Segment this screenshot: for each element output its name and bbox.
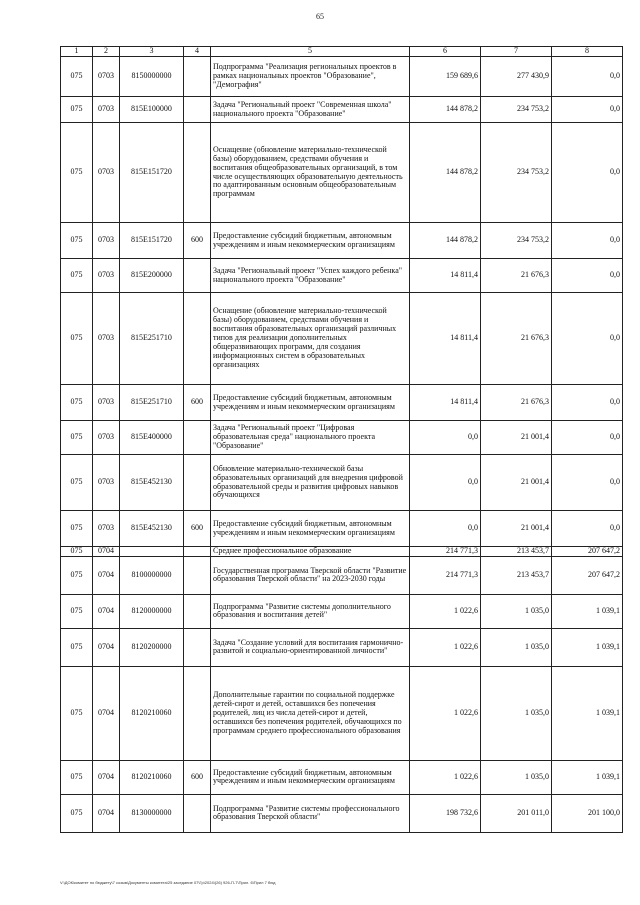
- cell-amount-col8: 0,0: [552, 259, 623, 293]
- cell-amount-col6: 1 022,6: [410, 594, 481, 628]
- cell-section-code: 0704: [93, 594, 120, 628]
- cell-admin-code: 075: [61, 455, 93, 511]
- cell-amount-col7: 21 001,4: [481, 421, 552, 455]
- cell-amount-col7: 1 035,0: [481, 666, 552, 760]
- cell-admin-code: 075: [61, 511, 93, 547]
- cell-target-article: 8120000000: [120, 594, 184, 628]
- cell-description: Задача "Региональный проект "Успех каждого ребенка" национального проекта "Образование": [211, 259, 410, 293]
- column-header-6: 6: [410, 47, 481, 57]
- cell-section-code: 0703: [93, 385, 120, 421]
- cell-amount-col6: 159 689,6: [410, 57, 481, 97]
- cell-target-article: 815E151720: [120, 123, 184, 223]
- cell-amount-col8: 1 039,1: [552, 666, 623, 760]
- cell-amount-col8: 0,0: [552, 123, 623, 223]
- cell-amount-col8: 201 100,0: [552, 794, 623, 832]
- cell-description: Предоставление субсидий бюджетным, автономным учреждениям и иным некоммерческим организациям: [211, 385, 410, 421]
- cell-target-article: 8120210060: [120, 666, 184, 760]
- cell-target-article: 815E452130: [120, 511, 184, 547]
- cell-expense-type: [184, 547, 211, 557]
- cell-amount-col6: 144 878,2: [410, 97, 481, 123]
- cell-amount-col8: 0,0: [552, 57, 623, 97]
- cell-amount-col6: 0,0: [410, 455, 481, 511]
- cell-amount-col7: 201 011,0: [481, 794, 552, 832]
- cell-admin-code: 075: [61, 421, 93, 455]
- cell-amount-col7: 1 035,0: [481, 594, 552, 628]
- cell-amount-col6: 198 732,6: [410, 794, 481, 832]
- cell-description: Задача "Региональный проект "Современная школа" национального проекта "Образование": [211, 97, 410, 123]
- cell-expense-type: [184, 123, 211, 223]
- table-row: [61, 385, 623, 421]
- cell-amount-col8: 0,0: [552, 293, 623, 385]
- cell-target-article: 8100000000: [120, 556, 184, 594]
- cell-target-article: 815E151720: [120, 223, 184, 259]
- cell-description: Обновление материально-технической базы образовательных организаций для внедрения цифровой образовательной среды и развития цифровых навыков обучающихся: [211, 455, 410, 511]
- cell-expense-type: [184, 293, 211, 385]
- cell-section-code: 0704: [93, 760, 120, 794]
- table-row: [61, 293, 623, 385]
- cell-admin-code: 075: [61, 57, 93, 97]
- cell-description: Предоставление субсидий бюджетным, автономным учреждениям и иным некоммерческим организациям: [211, 511, 410, 547]
- table-row: [61, 760, 623, 794]
- cell-amount-col7: 21 676,3: [481, 385, 552, 421]
- page-number: 65: [316, 12, 324, 21]
- cell-amount-col8: 1 039,1: [552, 628, 623, 666]
- table-row: [61, 123, 623, 223]
- cell-amount-col8: 0,0: [552, 223, 623, 259]
- cell-section-code: 0704: [93, 666, 120, 760]
- table-row: [61, 666, 623, 760]
- column-header-5: 5: [211, 47, 410, 57]
- cell-description: Дополнительные гарантии по социальной поддержке детей-сирот и детей, оставшихся без попечения родителей, лиц из числа детей-сирот и детей, оставшихся без попечения родителей, обучающихся по программам среднего профессионального образования: [211, 666, 410, 760]
- cell-amount-col7: 1 035,0: [481, 760, 552, 794]
- cell-expense-type: [184, 57, 211, 97]
- cell-target-article: [120, 547, 184, 557]
- cell-amount-col6: 214 771,3: [410, 556, 481, 594]
- cell-target-article: 8120210060: [120, 760, 184, 794]
- cell-amount-col6: 14 811,4: [410, 259, 481, 293]
- cell-section-code: 0704: [93, 547, 120, 557]
- cell-admin-code: 075: [61, 293, 93, 385]
- cell-amount-col7: 21 676,3: [481, 259, 552, 293]
- cell-description: Оснащение (обновление материально-технической базы) оборудованием, средствами обучения и воспитания общеобразовательных организаций, в том числе осуществляющих образовательную деятельность по адаптированным основным общеобразовательным программам: [211, 123, 410, 223]
- cell-expense-type: [184, 666, 211, 760]
- cell-section-code: 0704: [93, 556, 120, 594]
- table-row: [61, 547, 623, 557]
- cell-amount-col8: 0,0: [552, 455, 623, 511]
- cell-amount-col8: 207 647,2: [552, 547, 623, 557]
- cell-section-code: 0703: [93, 455, 120, 511]
- cell-description: Предоставление субсидий бюджетным, автономным учреждениям и иным некоммерческим организациям: [211, 223, 410, 259]
- cell-amount-col7: 213 453,7: [481, 547, 552, 557]
- cell-amount-col7: 21 001,4: [481, 455, 552, 511]
- cell-description: Подпрограмма "Развитие системы профессионального образования Тверской области": [211, 794, 410, 832]
- column-header-2: 2: [93, 47, 120, 57]
- cell-admin-code: 075: [61, 594, 93, 628]
- cell-expense-type: 600: [184, 385, 211, 421]
- cell-amount-col7: 234 753,2: [481, 97, 552, 123]
- cell-target-article: 815E400000: [120, 421, 184, 455]
- cell-amount-col8: 1 039,1: [552, 594, 623, 628]
- cell-amount-col6: 144 878,2: [410, 223, 481, 259]
- cell-amount-col6: 0,0: [410, 511, 481, 547]
- cell-section-code: 0704: [93, 794, 120, 832]
- cell-description: Подпрограмма "Развитие системы дополнительного образования и воспитания детей": [211, 594, 410, 628]
- table-row: [61, 556, 623, 594]
- cell-admin-code: 075: [61, 385, 93, 421]
- cell-amount-col7: 213 453,7: [481, 556, 552, 594]
- table-row: [61, 57, 623, 97]
- cell-description: Задача "Создание условий для воспитания гармонично-развитой и социально-ориентированной личности": [211, 628, 410, 666]
- table-row: [61, 455, 623, 511]
- cell-admin-code: 075: [61, 547, 93, 557]
- cell-amount-col6: 1 022,6: [410, 628, 481, 666]
- cell-amount-col6: 1 022,6: [410, 666, 481, 760]
- cell-admin-code: 075: [61, 556, 93, 594]
- cell-expense-type: [184, 97, 211, 123]
- cell-amount-col8: 0,0: [552, 385, 623, 421]
- cell-amount-col8: 0,0: [552, 421, 623, 455]
- cell-expense-type: [184, 259, 211, 293]
- table-row: [61, 259, 623, 293]
- cell-amount-col8: 207 647,2: [552, 556, 623, 594]
- cell-expense-type: 600: [184, 760, 211, 794]
- cell-amount-col7: 234 753,2: [481, 223, 552, 259]
- cell-description: Предоставление субсидий бюджетным, автономным учреждениям и иным некоммерческим организациям: [211, 760, 410, 794]
- column-header-8: 8: [552, 47, 623, 57]
- cell-description: Задача "Региональный проект "Цифровая образовательная среда" национального проекта "Образование": [211, 421, 410, 455]
- cell-target-article: 815E100000: [120, 97, 184, 123]
- cell-section-code: 0703: [93, 259, 120, 293]
- cell-section-code: 0703: [93, 421, 120, 455]
- cell-admin-code: 075: [61, 794, 93, 832]
- cell-amount-col6: 14 811,4: [410, 293, 481, 385]
- table-row: [61, 594, 623, 628]
- table-row: [61, 421, 623, 455]
- cell-target-article: 815E251710: [120, 293, 184, 385]
- cell-description: Подпрограмма "Реализация региональных проектов в рамках национальных проектов "Образование", "Демография": [211, 57, 410, 97]
- column-header-4: 4: [184, 47, 211, 57]
- cell-admin-code: 075: [61, 628, 93, 666]
- file-path-footer: V:\ДОК\комитет по бюджету\7 созыв\Документы комитета\25 заседание 07\Гр\2024\(26) 926-П-7\Прил. 6\Прил 7 бюд: [60, 880, 276, 885]
- cell-amount-col6: 214 771,3: [410, 547, 481, 557]
- table-row: [61, 97, 623, 123]
- cell-amount-col7: 234 753,2: [481, 123, 552, 223]
- cell-amount-col8: 0,0: [552, 511, 623, 547]
- cell-description: Среднее профессиональное образование: [211, 547, 410, 557]
- cell-target-article: 8150000000: [120, 57, 184, 97]
- cell-target-article: 815E251710: [120, 385, 184, 421]
- column-header-1: 1: [61, 47, 93, 57]
- cell-amount-col7: 21 001,4: [481, 511, 552, 547]
- table-row: [61, 628, 623, 666]
- cell-section-code: 0703: [93, 223, 120, 259]
- cell-amount-col6: 144 878,2: [410, 123, 481, 223]
- cell-amount-col8: 1 039,1: [552, 760, 623, 794]
- cell-amount-col7: 21 676,3: [481, 293, 552, 385]
- cell-expense-type: [184, 794, 211, 832]
- header-row: [61, 47, 623, 57]
- cell-section-code: 0703: [93, 97, 120, 123]
- cell-amount-col6: 1 022,6: [410, 760, 481, 794]
- cell-description: Оснащение (обновление материально-технической базы) оборудованием, средствами обучения и воспитания образовательных организаций различных типов для реализации дополнительных общеразвивающих программ, для создания информационных систем в образовательных организациях: [211, 293, 410, 385]
- cell-section-code: 0703: [93, 511, 120, 547]
- cell-amount-col6: 14 811,4: [410, 385, 481, 421]
- table-row: [61, 794, 623, 832]
- cell-admin-code: 075: [61, 760, 93, 794]
- table-row: [61, 223, 623, 259]
- table-row: [61, 511, 623, 547]
- cell-expense-type: [184, 556, 211, 594]
- cell-amount-col7: 277 430,9: [481, 57, 552, 97]
- cell-expense-type: [184, 421, 211, 455]
- cell-target-article: 815E200000: [120, 259, 184, 293]
- cell-admin-code: 075: [61, 259, 93, 293]
- cell-admin-code: 075: [61, 97, 93, 123]
- budget-table: [60, 46, 623, 833]
- cell-admin-code: 075: [61, 123, 93, 223]
- cell-amount-col6: 0,0: [410, 421, 481, 455]
- cell-target-article: 815E452130: [120, 455, 184, 511]
- cell-target-article: 8130000000: [120, 794, 184, 832]
- column-header-7: 7: [481, 47, 552, 57]
- cell-amount-col8: 0,0: [552, 97, 623, 123]
- cell-description: Государственная программа Тверской области "Развитие образования Тверской области" на 2023-2030 годы: [211, 556, 410, 594]
- cell-admin-code: 075: [61, 223, 93, 259]
- cell-section-code: 0704: [93, 628, 120, 666]
- cell-expense-type: [184, 628, 211, 666]
- cell-section-code: 0703: [93, 123, 120, 223]
- cell-expense-type: [184, 455, 211, 511]
- cell-target-article: 8120200000: [120, 628, 184, 666]
- cell-admin-code: 075: [61, 666, 93, 760]
- cell-expense-type: 600: [184, 223, 211, 259]
- cell-amount-col7: 1 035,0: [481, 628, 552, 666]
- cell-section-code: 0703: [93, 57, 120, 97]
- column-header-3: 3: [120, 47, 184, 57]
- cell-expense-type: [184, 594, 211, 628]
- cell-expense-type: 600: [184, 511, 211, 547]
- cell-section-code: 0703: [93, 293, 120, 385]
